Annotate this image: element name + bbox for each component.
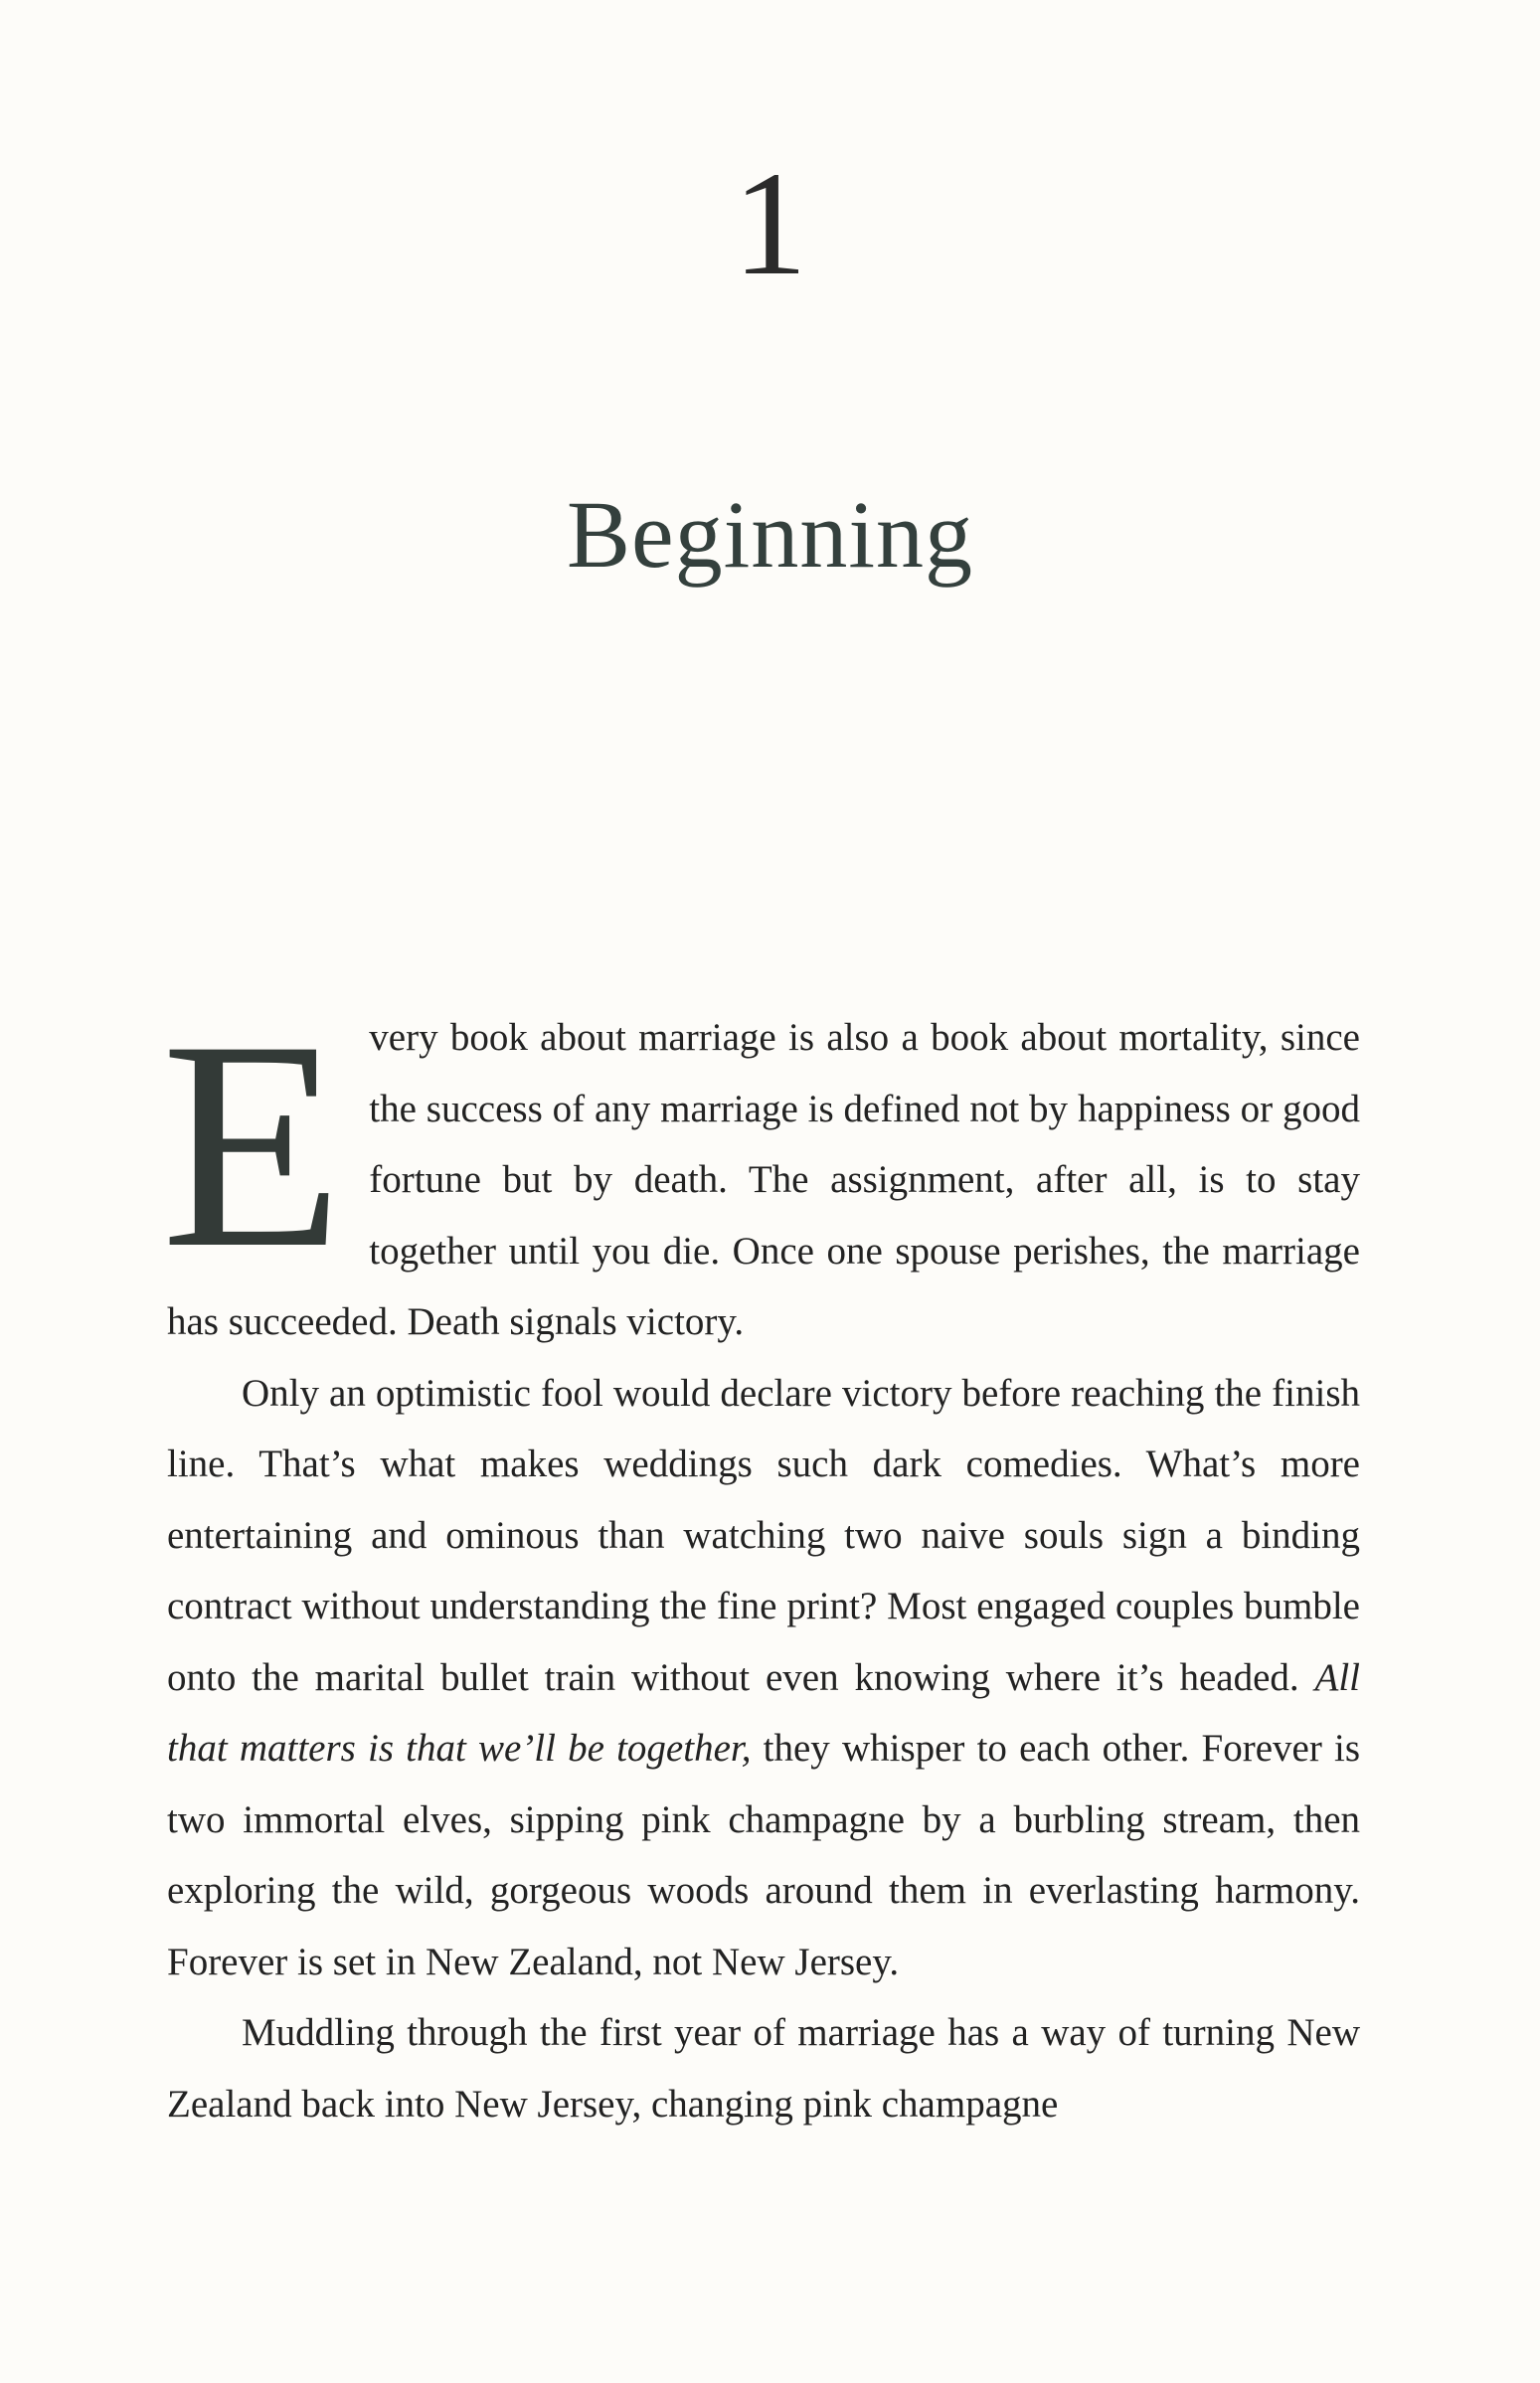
paragraph-3-text: Muddling through the first year of marriage has a way of turning New Zealand back into New Jersey, changing pink champagne xyxy=(167,2011,1360,2126)
paragraph-1-text: very book about marriage is also a book about mortality, since the success of any marriage is defined not by happiness or good fortune but by death. The assignment, after all, is to stay together until you die. Once one spouse perishes, the marriage has succeeded. Death signals victory. xyxy=(167,1016,1360,1343)
paragraph-2-italic: All that matters is that we’ll be together, xyxy=(167,1655,1360,1770)
chapter-title: Beginning xyxy=(567,481,973,588)
paragraph-3 xyxy=(167,1997,1360,2139)
paragraph-1 xyxy=(161,979,1360,1358)
chapter-number: 1 xyxy=(733,141,807,306)
paragraph-2-text-b: they whisper to each other. Forever is two immortal elves, sipping pink champagne by a burbling stream, then exploring the wild, gorgeous woods around them in everlasting harmony. Forever is set in New Zealand, not New Jersey. xyxy=(167,1727,1360,1983)
paragraph-2 xyxy=(167,1358,1360,1998)
drop-cap: E xyxy=(161,979,344,1309)
chapter-body xyxy=(161,979,1360,2139)
paragraph-2-text-a: Only an optimistic fool would declare victory before reaching the finish line. That’s what makes weddings such dark comedies. What’s more entertaining and ominous than watching two naive souls sign a binding contract without understanding the fine print? Most engaged couples bumble onto the marital bullet train without even knowing where it’s headed. xyxy=(167,1371,1360,1699)
